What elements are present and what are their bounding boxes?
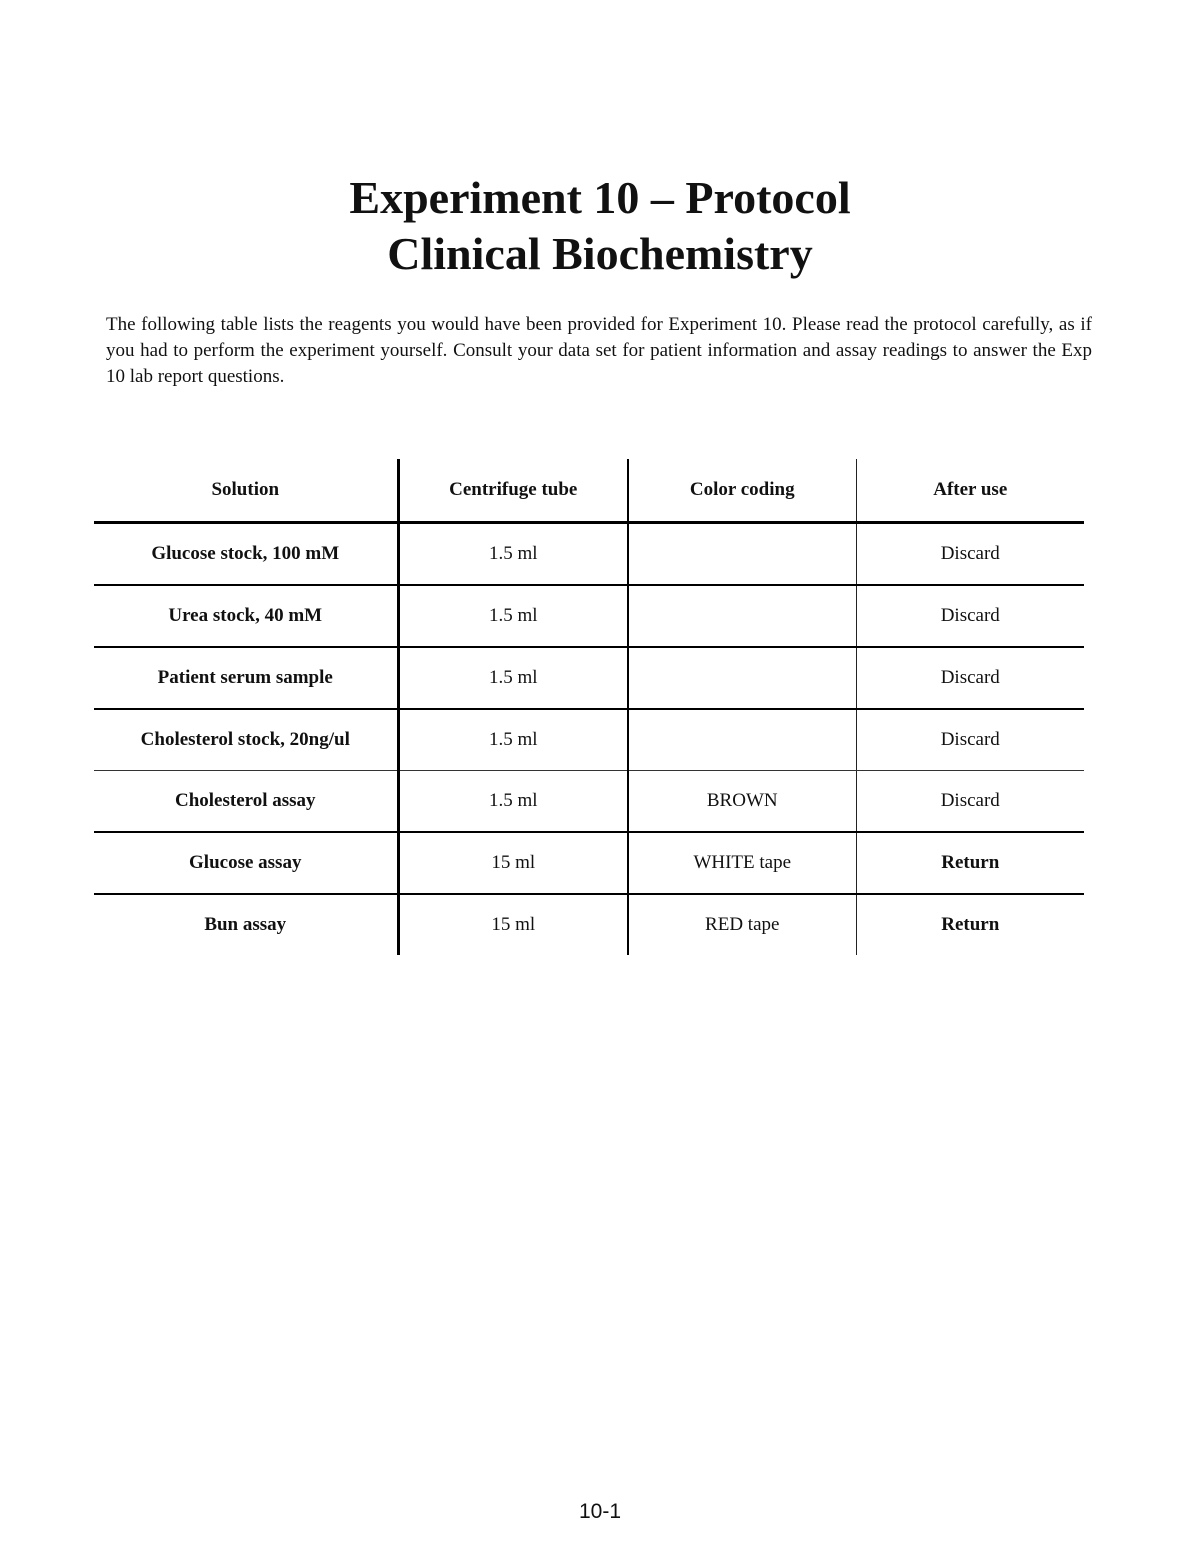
cell-color: BROWN — [628, 771, 856, 833]
cell-color — [628, 647, 856, 709]
intro-paragraph: The following table lists the reagents you would have been provided for Experiment 10. Please read the protocol carefully, as if you had to perform the experiment yourself. Consult your data set for patient information and assay readings to answer the Exp 10 lab report questions. — [106, 314, 1092, 387]
cell-tube: 1.5 ml — [398, 585, 628, 647]
cell-color — [628, 585, 856, 647]
cell-after-use: Discard — [856, 771, 1084, 833]
header-color-coding: Color coding — [628, 459, 856, 523]
cell-solution: Glucose stock, 100 mM — [94, 523, 398, 586]
cell-after-use: Return — [941, 914, 1000, 935]
cell-solution: Patient serum sample — [94, 647, 398, 709]
header-after-use: After use — [856, 459, 1084, 523]
header-solution: Solution — [94, 459, 398, 523]
cell-color — [628, 709, 856, 771]
table-row — [94, 771, 1084, 833]
cell-after-use: Discard — [856, 585, 1084, 647]
reagents-table — [94, 459, 1084, 955]
header-centrifuge-tube: Centrifuge tube — [398, 459, 628, 523]
cell-solution: Cholesterol stock, 20ng/ul — [94, 709, 398, 771]
title-line-1: Experiment 10 – Protocol — [349, 172, 851, 223]
cell-tube: 15 ml — [398, 832, 628, 894]
table-row — [94, 894, 1084, 955]
cell-tube: 15 ml — [398, 894, 628, 955]
table-row — [94, 523, 1084, 586]
cell-solution: Urea stock, 40 mM — [94, 585, 398, 647]
cell-tube: 1.5 ml — [398, 647, 628, 709]
cell-after-use: Discard — [856, 647, 1084, 709]
table-header-row — [94, 459, 1084, 523]
cell-tube: 1.5 ml — [398, 709, 628, 771]
cell-tube: 1.5 ml — [398, 523, 628, 586]
cell-color — [628, 523, 856, 586]
cell-after-use: Discard — [856, 523, 1084, 586]
document-title — [0, 170, 1200, 282]
cell-after-use: Discard — [856, 709, 1084, 771]
cell-solution: Cholesterol assay — [94, 771, 398, 833]
cell-solution: Bun assay — [94, 894, 398, 955]
cell-after-use: Return — [856, 832, 1084, 894]
table-row — [94, 647, 1084, 709]
cell-solution: Glucose assay — [94, 832, 398, 894]
page-number: 10-1 — [578, 1500, 622, 1523]
title-line-2: Clinical Biochemistry — [387, 228, 813, 279]
table-row — [94, 709, 1084, 771]
table-row — [94, 832, 1084, 894]
cell-tube: 1.5 ml — [398, 771, 628, 833]
table-row — [94, 585, 1084, 647]
cell-color: WHITE tape — [628, 832, 856, 894]
cell-color: RED tape — [628, 894, 856, 955]
